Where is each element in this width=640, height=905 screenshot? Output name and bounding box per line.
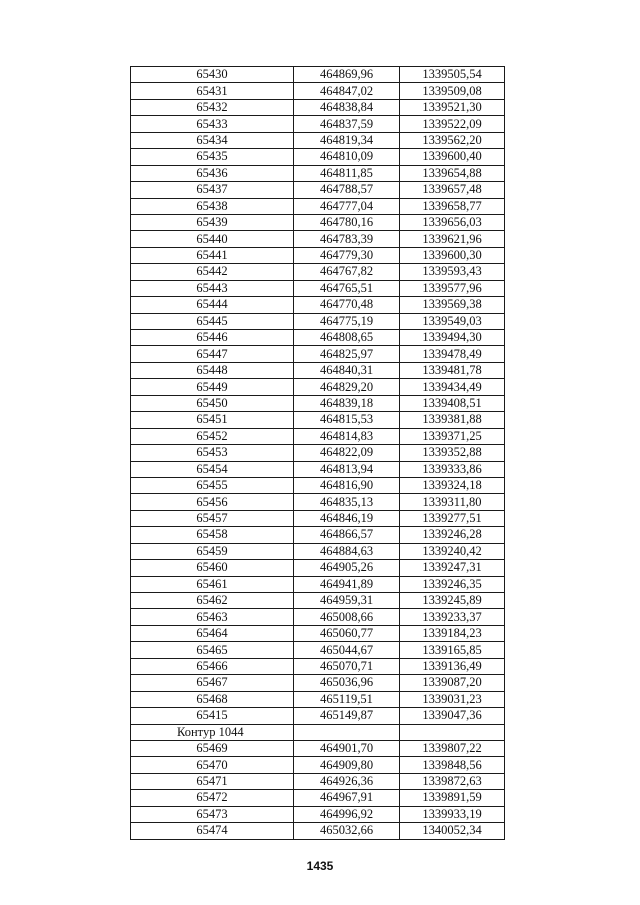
table-row xyxy=(131,658,505,674)
y-coordinate-cell: 1339246,35 xyxy=(400,576,505,592)
table-row xyxy=(131,593,505,609)
x-coordinate-cell: 465119,51 xyxy=(294,691,400,707)
y-coordinate-cell: 1339621,96 xyxy=(400,231,505,247)
x-coordinate-cell: 464775,19 xyxy=(294,313,400,329)
x-coordinate-cell: 464846,19 xyxy=(294,510,400,526)
point-id-cell: 65470 xyxy=(131,757,294,773)
x-coordinate-cell: 464815,53 xyxy=(294,412,400,428)
y-coordinate-cell: 1339371,25 xyxy=(400,428,505,444)
x-coordinate-cell: 464770,48 xyxy=(294,297,400,313)
x-coordinate-cell: 464840,31 xyxy=(294,362,400,378)
y-coordinate-cell: 1339136,49 xyxy=(400,658,505,674)
x-coordinate-cell: 464825,97 xyxy=(294,346,400,362)
y-coordinate-cell: 1339031,23 xyxy=(400,691,505,707)
x-coordinate-cell: 464808,65 xyxy=(294,330,400,346)
point-id-cell: 65437 xyxy=(131,182,294,198)
table-row xyxy=(131,67,505,83)
point-id-cell: 65462 xyxy=(131,593,294,609)
y-coordinate-cell: 1339577,96 xyxy=(400,280,505,296)
point-id-cell: 65451 xyxy=(131,412,294,428)
x-coordinate-cell: 465008,66 xyxy=(294,609,400,625)
y-coordinate-cell: 1339184,23 xyxy=(400,625,505,641)
table-row xyxy=(131,313,505,329)
y-coordinate-cell: 1339352,88 xyxy=(400,445,505,461)
table-row xyxy=(131,609,505,625)
y-coordinate-cell: 1339478,49 xyxy=(400,346,505,362)
x-coordinate-cell: 465036,96 xyxy=(294,675,400,691)
table-row xyxy=(131,132,505,148)
x-coordinate-cell: 464767,82 xyxy=(294,264,400,280)
table-row xyxy=(131,445,505,461)
x-coordinate-cell: 464869,96 xyxy=(294,67,400,83)
x-coordinate-cell: 465070,71 xyxy=(294,658,400,674)
table-row xyxy=(131,790,505,806)
point-id-cell: 65438 xyxy=(131,198,294,214)
y-coordinate-cell: 1339408,51 xyxy=(400,395,505,411)
empty-cell xyxy=(400,724,505,740)
table-row xyxy=(131,362,505,378)
y-coordinate-cell: 1339848,56 xyxy=(400,757,505,773)
table-row xyxy=(131,346,505,362)
y-coordinate-cell: 1339521,30 xyxy=(400,99,505,115)
point-id-cell: 65473 xyxy=(131,806,294,822)
table-row xyxy=(131,510,505,526)
point-id-cell: 65468 xyxy=(131,691,294,707)
y-coordinate-cell: 1339481,78 xyxy=(400,362,505,378)
point-id-cell: 65443 xyxy=(131,280,294,296)
table-row xyxy=(131,116,505,132)
point-id-cell: 65474 xyxy=(131,823,294,839)
x-coordinate-cell: 464835,13 xyxy=(294,494,400,510)
point-id-cell: 65446 xyxy=(131,330,294,346)
table-row xyxy=(131,198,505,214)
x-coordinate-cell: 464926,36 xyxy=(294,773,400,789)
x-coordinate-cell: 464996,92 xyxy=(294,806,400,822)
x-coordinate-cell: 464959,31 xyxy=(294,593,400,609)
y-coordinate-cell: 1339245,89 xyxy=(400,593,505,609)
table-row xyxy=(131,231,505,247)
point-id-cell: 65461 xyxy=(131,576,294,592)
x-coordinate-cell: 464779,30 xyxy=(294,247,400,263)
point-id-cell: 65434 xyxy=(131,132,294,148)
y-coordinate-cell: 1339654,88 xyxy=(400,165,505,181)
x-coordinate-cell: 464901,70 xyxy=(294,740,400,756)
x-coordinate-cell: 464847,02 xyxy=(294,83,400,99)
y-coordinate-cell: 1339522,09 xyxy=(400,116,505,132)
x-coordinate-cell: 465032,66 xyxy=(294,823,400,839)
point-id-cell: 65465 xyxy=(131,642,294,658)
x-coordinate-cell: 464788,57 xyxy=(294,182,400,198)
point-id-cell: 65471 xyxy=(131,773,294,789)
y-coordinate-cell: 1339246,28 xyxy=(400,527,505,543)
y-coordinate-cell: 1339165,85 xyxy=(400,642,505,658)
point-id-cell: 65459 xyxy=(131,543,294,559)
table-row xyxy=(131,740,505,756)
point-id-cell: 65436 xyxy=(131,165,294,181)
y-coordinate-cell: 1339247,31 xyxy=(400,560,505,576)
point-id-cell: 65448 xyxy=(131,362,294,378)
y-coordinate-cell: 1339509,08 xyxy=(400,83,505,99)
x-coordinate-cell: 464777,04 xyxy=(294,198,400,214)
y-coordinate-cell: 1339240,42 xyxy=(400,543,505,559)
x-coordinate-cell: 464810,09 xyxy=(294,149,400,165)
table-row xyxy=(131,477,505,493)
y-coordinate-cell: 1339562,20 xyxy=(400,132,505,148)
point-id-cell: 65469 xyxy=(131,740,294,756)
point-id-cell: 65453 xyxy=(131,445,294,461)
coordinates-table-body xyxy=(131,67,505,840)
table-row xyxy=(131,708,505,724)
y-coordinate-cell: 1339658,77 xyxy=(400,198,505,214)
x-coordinate-cell: 465044,67 xyxy=(294,642,400,658)
point-id-cell: 65449 xyxy=(131,379,294,395)
y-coordinate-cell: 1339277,51 xyxy=(400,510,505,526)
x-coordinate-cell: 464819,34 xyxy=(294,132,400,148)
y-coordinate-cell: 1339933,19 xyxy=(400,806,505,822)
point-id-cell: 65415 xyxy=(131,708,294,724)
y-coordinate-cell: 1339600,30 xyxy=(400,247,505,263)
x-coordinate-cell: 464839,18 xyxy=(294,395,400,411)
table-row xyxy=(131,247,505,263)
table-row xyxy=(131,395,505,411)
y-coordinate-cell: 1339891,59 xyxy=(400,790,505,806)
point-id-cell: 65444 xyxy=(131,297,294,313)
table-row xyxy=(131,149,505,165)
table-row xyxy=(131,625,505,641)
y-coordinate-cell: 1339600,40 xyxy=(400,149,505,165)
y-coordinate-cell: 1339311,80 xyxy=(400,494,505,510)
point-id-cell: 65440 xyxy=(131,231,294,247)
y-coordinate-cell: 1339333,86 xyxy=(400,461,505,477)
empty-cell xyxy=(294,724,400,740)
y-coordinate-cell: 1339324,18 xyxy=(400,477,505,493)
table-row xyxy=(131,297,505,313)
point-id-cell: 65460 xyxy=(131,560,294,576)
point-id-cell: 65467 xyxy=(131,675,294,691)
x-coordinate-cell: 464837,59 xyxy=(294,116,400,132)
point-id-cell: 65456 xyxy=(131,494,294,510)
point-id-cell: 65454 xyxy=(131,461,294,477)
y-coordinate-cell: 1339549,03 xyxy=(400,313,505,329)
point-id-cell: 65466 xyxy=(131,658,294,674)
table-row xyxy=(131,642,505,658)
table-row xyxy=(131,494,505,510)
point-id-cell: 65441 xyxy=(131,247,294,263)
coordinates-table xyxy=(130,66,505,840)
point-id-cell: 65445 xyxy=(131,313,294,329)
point-id-cell: 65457 xyxy=(131,510,294,526)
point-id-cell: 65442 xyxy=(131,264,294,280)
x-coordinate-cell: 464838,84 xyxy=(294,99,400,115)
point-id-cell: 65435 xyxy=(131,149,294,165)
y-coordinate-cell: 1339807,22 xyxy=(400,740,505,756)
table-row xyxy=(131,675,505,691)
x-coordinate-cell: 464813,94 xyxy=(294,461,400,477)
x-coordinate-cell: 464905,26 xyxy=(294,560,400,576)
table-row xyxy=(131,560,505,576)
y-coordinate-cell: 1339434,49 xyxy=(400,379,505,395)
table-row xyxy=(131,461,505,477)
point-id-cell: 65432 xyxy=(131,99,294,115)
y-coordinate-cell: 1339381,88 xyxy=(400,412,505,428)
table-row xyxy=(131,165,505,181)
point-id-cell: 65455 xyxy=(131,477,294,493)
table-row xyxy=(131,330,505,346)
x-coordinate-cell: 464783,39 xyxy=(294,231,400,247)
table-row xyxy=(131,83,505,99)
y-coordinate-cell: 1339656,03 xyxy=(400,214,505,230)
x-coordinate-cell: 464816,90 xyxy=(294,477,400,493)
x-coordinate-cell: 464822,09 xyxy=(294,445,400,461)
table-row xyxy=(131,806,505,822)
y-coordinate-cell: 1339087,20 xyxy=(400,675,505,691)
x-coordinate-cell: 465060,77 xyxy=(294,625,400,641)
point-id-cell: 65472 xyxy=(131,790,294,806)
y-coordinate-cell: 1339047,36 xyxy=(400,708,505,724)
point-id-cell: 65433 xyxy=(131,116,294,132)
table-row xyxy=(131,428,505,444)
table-row xyxy=(131,214,505,230)
x-coordinate-cell: 464814,83 xyxy=(294,428,400,444)
point-id-cell: 65439 xyxy=(131,214,294,230)
table-row xyxy=(131,757,505,773)
table-row xyxy=(131,182,505,198)
y-coordinate-cell: 1339233,37 xyxy=(400,609,505,625)
table-row xyxy=(131,576,505,592)
y-coordinate-cell: 1339657,48 xyxy=(400,182,505,198)
table-row xyxy=(131,379,505,395)
y-coordinate-cell: 1339872,63 xyxy=(400,773,505,789)
x-coordinate-cell: 464829,20 xyxy=(294,379,400,395)
y-coordinate-cell: 1339569,38 xyxy=(400,297,505,313)
point-id-cell: 65452 xyxy=(131,428,294,444)
x-coordinate-cell: 464884,63 xyxy=(294,543,400,559)
contour-header-row xyxy=(131,724,505,740)
table-row xyxy=(131,543,505,559)
table-row xyxy=(131,691,505,707)
x-coordinate-cell: 465149,87 xyxy=(294,708,400,724)
x-coordinate-cell: 464941,89 xyxy=(294,576,400,592)
point-id-cell: 65430 xyxy=(131,67,294,83)
table-row xyxy=(131,99,505,115)
table-row xyxy=(131,773,505,789)
table-row xyxy=(131,527,505,543)
x-coordinate-cell: 464909,80 xyxy=(294,757,400,773)
table-row xyxy=(131,264,505,280)
x-coordinate-cell: 464780,16 xyxy=(294,214,400,230)
point-id-cell: 65463 xyxy=(131,609,294,625)
contour-label: Контур 1044 xyxy=(131,724,294,740)
point-id-cell: 65450 xyxy=(131,395,294,411)
y-coordinate-cell: 1340052,34 xyxy=(400,823,505,839)
point-id-cell: 65447 xyxy=(131,346,294,362)
y-coordinate-cell: 1339505,54 xyxy=(400,67,505,83)
table-row xyxy=(131,412,505,428)
x-coordinate-cell: 464967,91 xyxy=(294,790,400,806)
page-number: 1435 xyxy=(306,859,334,873)
point-id-cell: 65464 xyxy=(131,625,294,641)
point-id-cell: 65431 xyxy=(131,83,294,99)
x-coordinate-cell: 464811,85 xyxy=(294,165,400,181)
y-coordinate-cell: 1339494,30 xyxy=(400,330,505,346)
x-coordinate-cell: 464866,57 xyxy=(294,527,400,543)
point-id-cell: 65458 xyxy=(131,527,294,543)
x-coordinate-cell: 464765,51 xyxy=(294,280,400,296)
table-row xyxy=(131,280,505,296)
table-row xyxy=(131,823,505,839)
y-coordinate-cell: 1339593,43 xyxy=(400,264,505,280)
